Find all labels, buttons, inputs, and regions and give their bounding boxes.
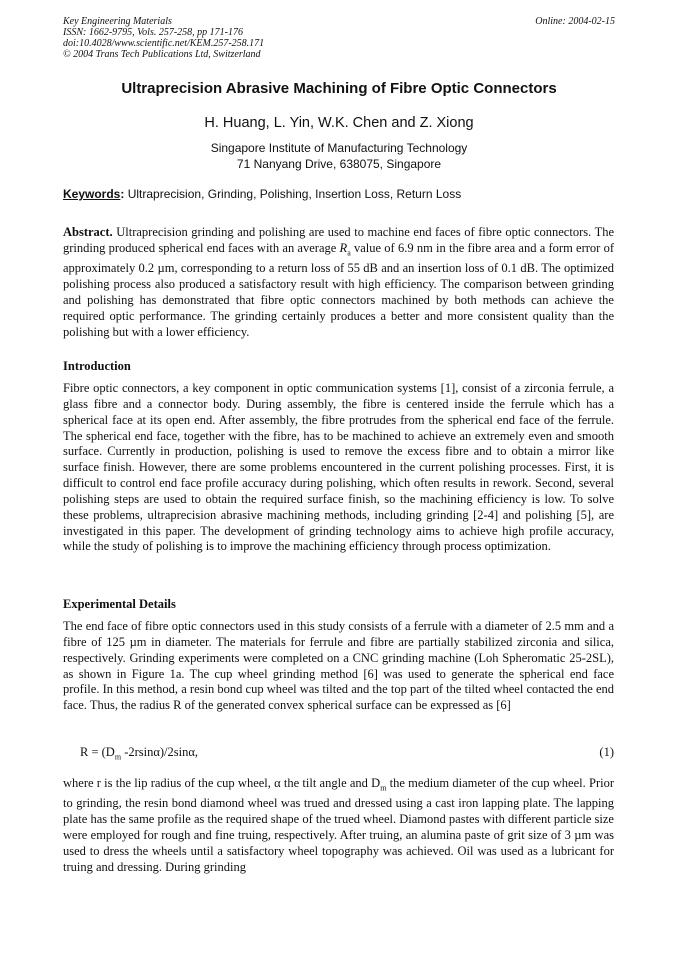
affiliation <box>0 140 678 172</box>
after-eq-sub-m: m <box>380 783 387 793</box>
online-date: Online: 2004-02-15 <box>535 16 615 27</box>
abstract-part-1: Ultraprecision grinding and polishing are used to machine end faces of fibre optic connectors. The grinding produced spherical end faces with an average <box>63 225 614 255</box>
abstract <box>63 225 614 340</box>
journal-doi: doi:10.4028/www.scientific.net/KEM.257-258.171 <box>63 38 265 49</box>
affiliation-line-1: Singapore Institute of Manufacturing Technology <box>210 141 468 155</box>
paper-title: Ultraprecision Abrasive Machining of Fibre Optic Connectors <box>121 80 557 97</box>
experimental-heading: Experimental Details <box>63 597 176 611</box>
introduction-heading: Introduction <box>63 359 131 373</box>
introduction-text: Fibre optic connectors, a key component in optic communication systems [1], consist of a zirconia ferrule, a glass fibre and a connector body. During assembly, the fibre is centered inside the ferrule which has a spherical face at its open end. After assembly, the fibre protrudes from the spherical end face of the ferrule. The spherical end face, together with the fibre, has to be machined to achieve an extremely even and smooth surface. Currently in production, polishing is used to remove the excess fibre and to obtain a mirror like surface finish. However, there are some problems encountered in the current polishing processes. First, it is difficult to control end face profile accuracy during polishing, which often results in rework. Second, several polishing steps are used to obtain the required surface finish, so the machining efficiency is low. To solve these problems, ultraprecision abrasive machining methods, including grinding [2-4] and polishing [5], are investigated in this paper. The development of grinding technology aims to achieve high profile accuracy, while the study of polishing is to improve the machining efficiency through process optimization. <box>63 381 614 554</box>
equation-lhs: R = (D <box>80 745 115 759</box>
journal-copyright: © 2004 Trans Tech Publications Ltd, Switzerland <box>63 49 261 60</box>
equation-rhs: -2rsinα)/2sinα, <box>121 745 199 759</box>
journal-header <box>63 16 264 60</box>
abstract-part-2: value of 6.9 nm in the fibre area and a form error of approximately 0.2 µm, corresponding to a return loss of 55 dB and an insertion loss of 0.1 dB. The optimized polishing process also produced a satisfactory result with high efficiency. The comparison between grinding and polishing has demonstrated that fibre optic connectors machined by both methods can achieve the required optic performance. The grinding certainly produces a better and more consistent quality than the polishing but with a lower efficiency. <box>63 240 614 339</box>
keywords: Keywords: Ultraprecision, Grinding, Polishing, Insertion Loss, Return Loss <box>63 187 462 201</box>
keywords-label: Keywords <box>63 187 121 201</box>
after-eq-part-2: the medium diameter of the cup wheel. Prior to grinding, the resin bond diamond wheel was trued and dressed using a cast iron lapping plate. The lapping plate has the same profile as the required shape of the trued wheel. Diamond pastes with different particle size were employed for rough and fine truing, respectively. After truing, an alumina paste of grit size of 3 µm was used to dress the wheels until a satisfactory wheel topography was achieved. Oil was used as a lubricant for truing and dressing. During grinding <box>63 776 614 874</box>
paper-authors: H. Huang, L. Yin, W.K. Chen and Z. Xiong <box>204 115 474 131</box>
abstract-label: Abstract. <box>63 225 113 239</box>
keywords-text: Ultraprecision, Grinding, Polishing, Insertion Loss, Return Loss <box>127 187 462 201</box>
ra-subscript: a <box>347 248 351 258</box>
equation-1 <box>80 745 614 762</box>
journal-issn: ISSN: 1662-9795, Vols. 257-258, pp 171-176 <box>63 27 243 38</box>
affiliation-line-2: 71 Nanyang Drive, 638075, Singapore <box>236 157 442 171</box>
journal-name: Key Engineering Materials <box>63 16 172 27</box>
equation-sub-m: m <box>114 752 122 762</box>
equation-number: (1) <box>599 745 614 759</box>
after-eq-part-1: where r is the lip radius of the cup wheel, α the tilt angle and D <box>63 776 381 790</box>
experimental-text: The end face of fibre optic connectors used in this study consists of a ferrule with a diameter of 2.5 mm and a fibre of 125 µm in diameter. The materials for ferrule and fibre are partially stabilized zirconia and silica, respectively. Grinding experiments were completed on a CNC grinding machine (Loh Spheromatic 25-2SL), as shown in Figure 1a. The cup wheel grinding method [6] was used to generate the spherical end face profile. In this method, a resin bond cup wheel was tilted and the top part of the tilted wheel contacted the end face. Thus, the radius R of the generated convex spherical surface can be expressed as [6] <box>63 619 614 713</box>
ra-symbol: R <box>339 240 348 255</box>
experimental-text-continued <box>63 776 614 876</box>
